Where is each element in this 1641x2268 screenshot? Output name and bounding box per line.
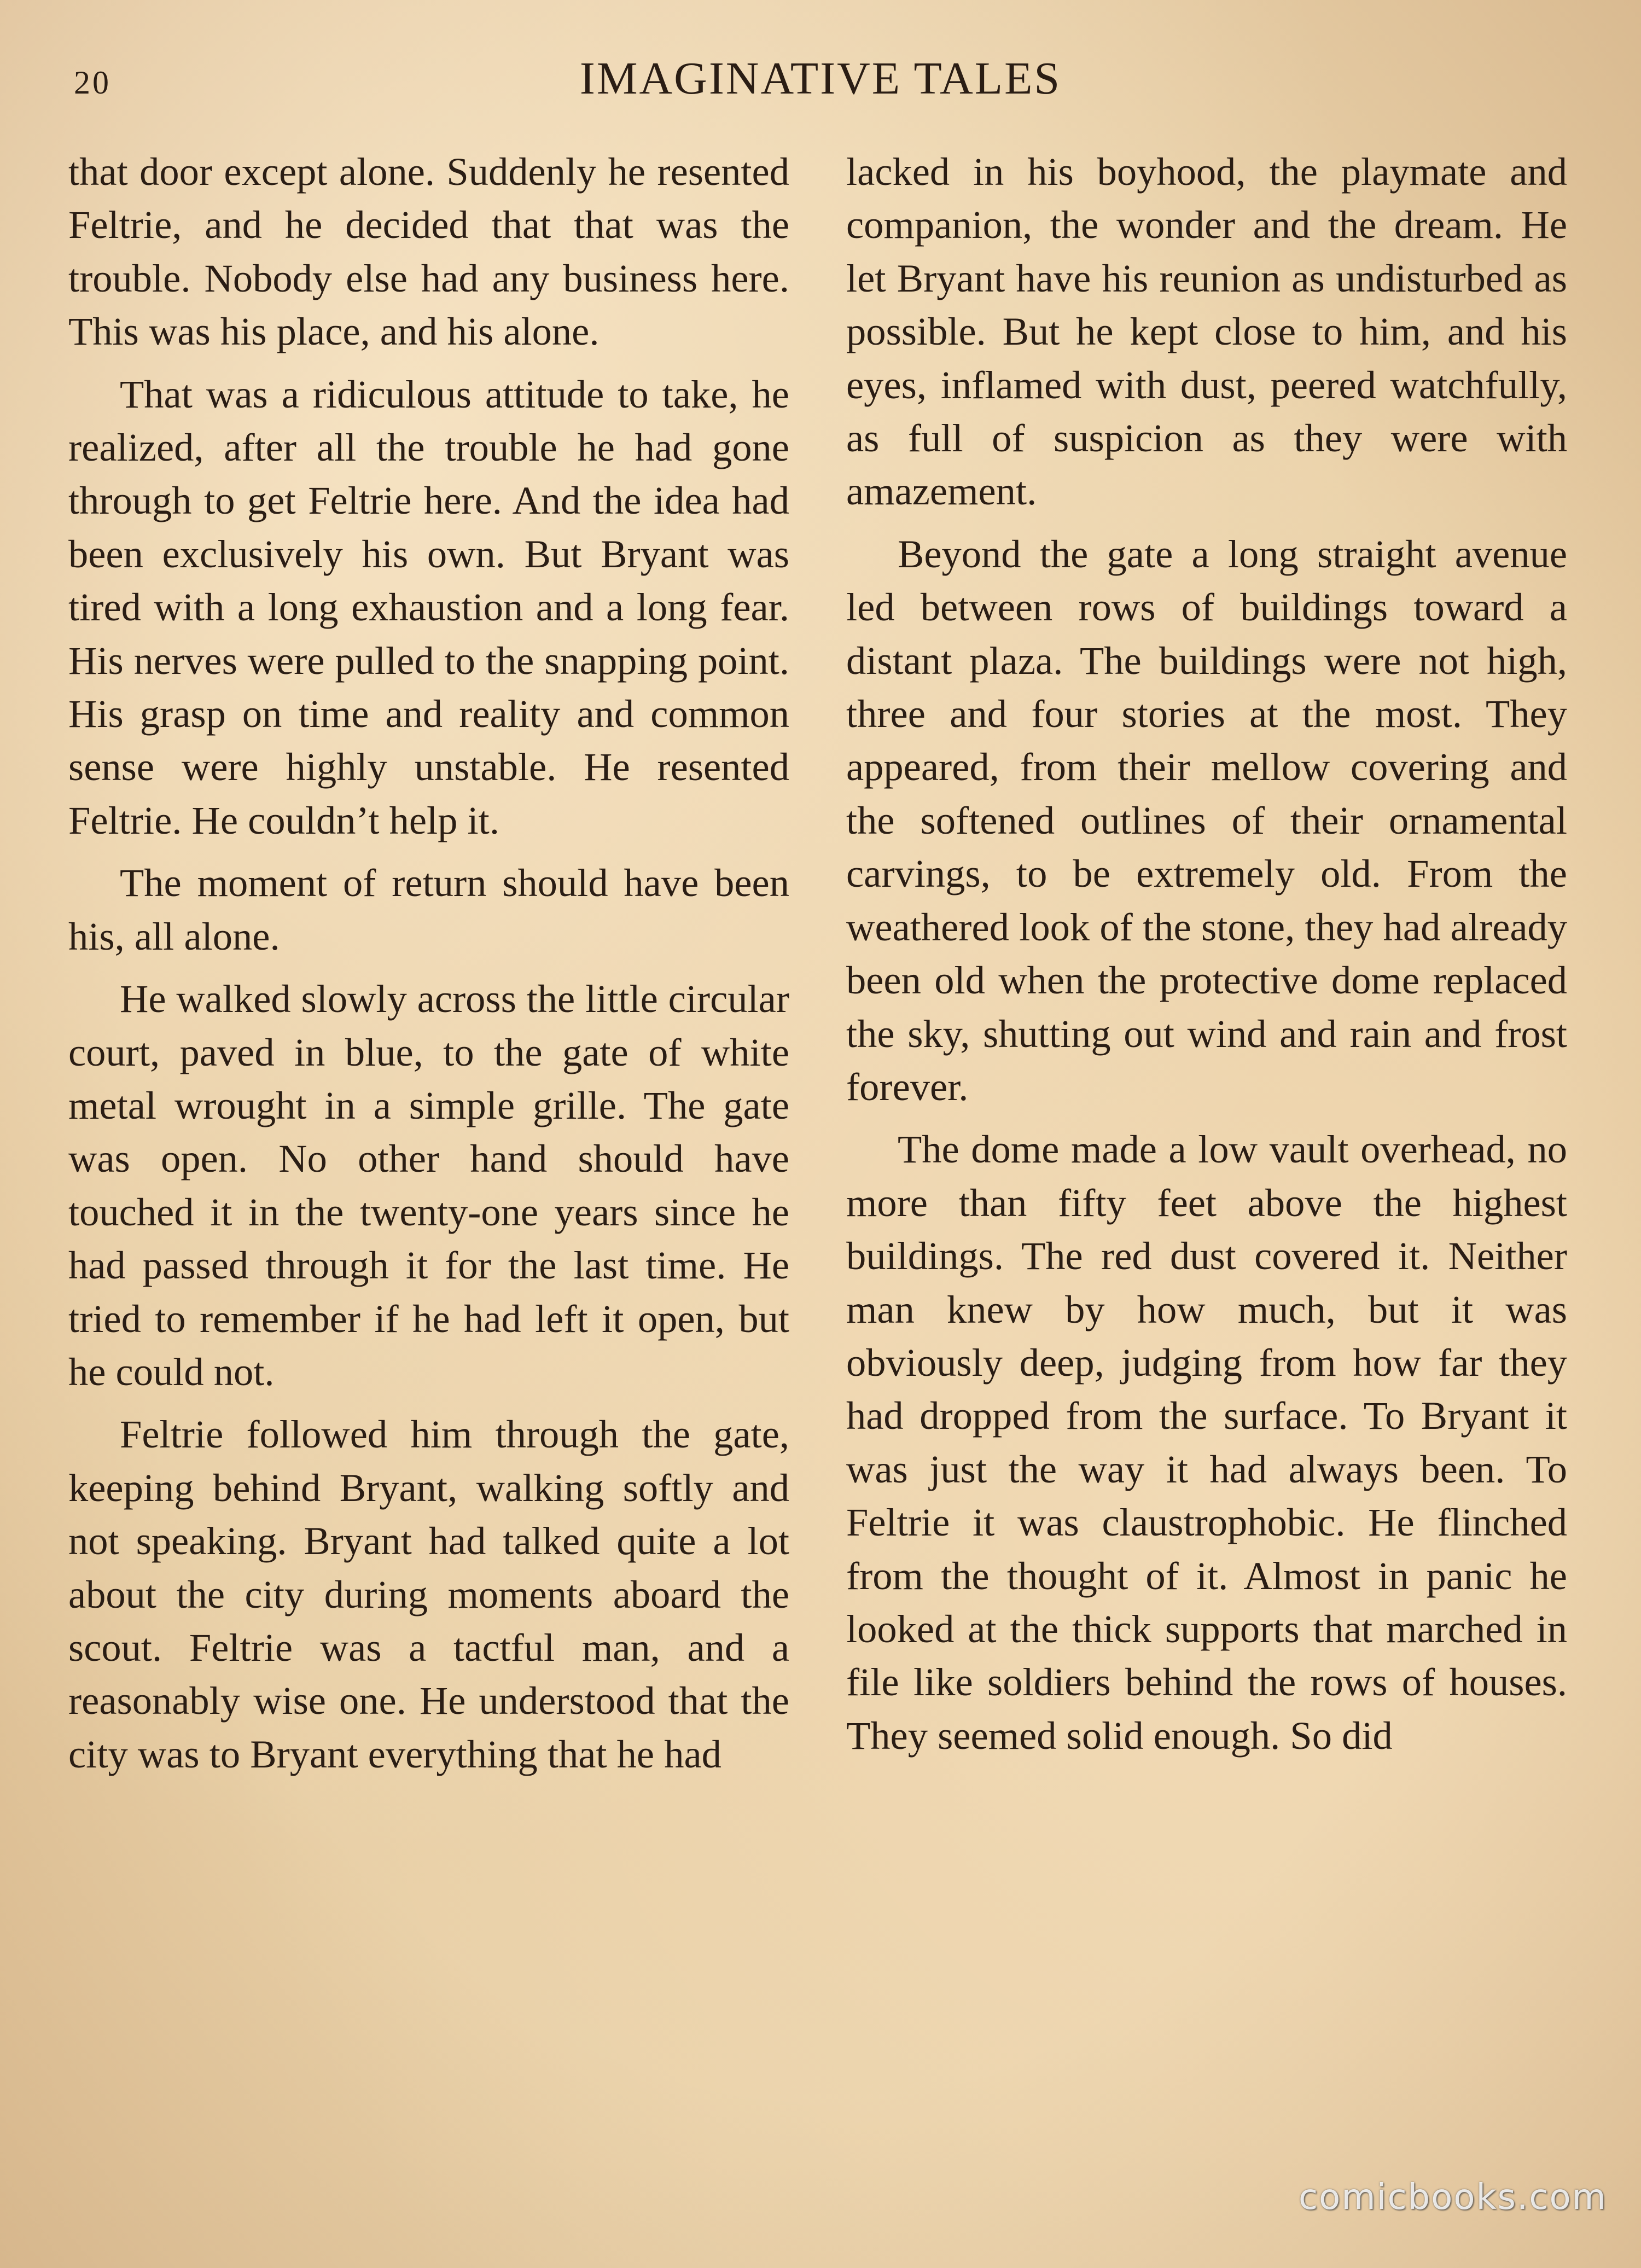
- page-header: [0, 52, 1641, 112]
- paragraph-continued: that door except alone. Suddenly he resented Feltrie, and he decided that that was the trouble. Nobody else had any business here. This was his place, and his alone.: [68, 149, 789, 354]
- right-text-column: [846, 145, 1567, 1771]
- paragraph: Beyond the gate a long straight avenue led between rows of buildings toward a distant plaza. The buildings were not high, three and four stories at the most. They appeared, from their mellow covering and the softened outlines of their ornamental carvings, to be extremely old. From the weathered look of the stone, they had already been old when the protective dome replaced the sky, shutting out wind and rain and frost forever.: [846, 531, 1567, 1109]
- paragraph: Feltrie followed him through the gate, keeping behind Bryant, walking softly and not speaking. Bryant had talked quite a lot about the city during moments aboard the scout. Feltrie was a tactful man, and a reasonably wise one. He understood that the city was to Bryant everything that he had: [68, 1412, 789, 1776]
- left-text-column: [68, 145, 789, 1790]
- paragraph-continued: lacked in his boyhood, the playmate and companion, the wonder and the dream. He let Bryant have his reunion as undisturbed as possible. But he kept close to him, and his eyes, inflamed with dust, peered watchfully, as full of suspicion as they were with amazement.: [846, 149, 1567, 514]
- paragraph: The moment of return should have been his, all alone.: [68, 860, 789, 958]
- paragraph: That was a ridiculous attitude to take, he realized, after all the trouble he had gone through to get Feltrie here. And the idea had been exclusively his own. But Bryant was tired with a long exhaustion and a long fear. His nerves were pulled to the snapping point. His grasp on time and reality and common sense were highly unstable. He resented Feltrie. He couldn’t help it.: [68, 371, 789, 842]
- site-watermark: comicbooks.com: [1298, 2177, 1607, 2218]
- paragraph: The dome made a low vault overhead, no more than fifty feet above the highest buildings. The red dust covered it. Neither man knew by how much, but it was obviously deep, judging from how far they had dropped from the surface. To Bryant it was just the way it had always been. To Feltrie it was claustrophobic. He flinched from the thought of it. Almost in panic he looked at the thick supports that marched in file like soldiers behind the rows of houses. They seemed solid enough. So did: [846, 1127, 1567, 1758]
- paragraph: He walked slowly across the little circular court, paved in blue, to the gate of white metal wrought in a simple grille. The gate was open. No other hand should have touched it in the twenty-one years since he had passed through it for the last time. He tried to remember if he had left it open, but he could not.: [68, 976, 789, 1394]
- page-number: 20: [74, 65, 111, 101]
- running-title: IMAGINATIVE TALES: [579, 53, 1062, 104]
